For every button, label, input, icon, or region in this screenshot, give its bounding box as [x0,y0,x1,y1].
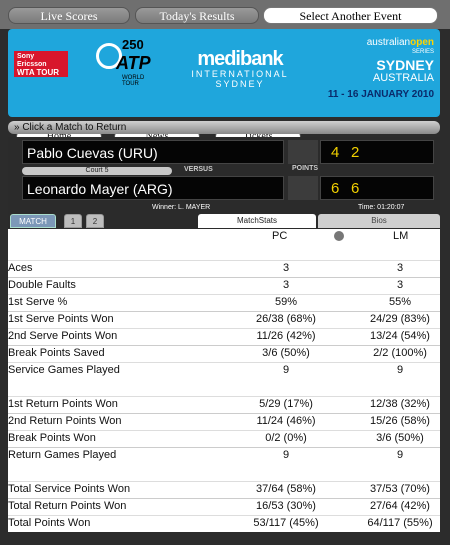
stat-label: Aces [8,262,33,274]
player1-stat-value: 11/26 (42%) [256,330,316,342]
wta-line2: WTA TOUR [17,68,60,77]
australian-open-logo [314,37,434,102]
match-stats-panel [8,229,440,532]
stat-row [8,294,440,308]
player1-stat-value: 11/24 (46%) [256,415,316,427]
player2-set2: 6 [351,180,360,197]
stat-row [8,260,440,274]
player2-set1: 6 [331,180,340,197]
player2-stat-value: 55% [388,296,412,308]
player1-stat-value: 9 [282,364,290,376]
ao-series: SERIES [411,49,434,55]
winner-bar [8,203,440,212]
stat-label: 1st Return Points Won [8,398,118,410]
player1-set1: 4 [331,144,340,161]
stat-label: Total Points Won [8,517,91,529]
stat-row [8,515,440,529]
wta-tour-logo [14,51,68,77]
tournament-banner [8,29,440,117]
atp-250-label: 250 [122,37,144,52]
tab-set-1[interactable]: 1 [64,214,82,228]
stat-row [8,345,440,359]
player2-stat-value: 3 [396,279,404,291]
stat-label: 1st Serve Points Won [8,313,114,325]
sydney-label: SYDNEY [215,79,265,89]
stat-label: Total Return Points Won [8,500,127,512]
event-dates: 11 - 16 JANUARY 2010 [327,89,434,100]
medibank-label: medibank [197,48,283,70]
player1-name: Pablo Cuevas (URU) [22,140,284,164]
score-gap [288,176,318,200]
stat-label: Break Points Won [8,432,96,444]
player1-stat-value: 16/53 (30%) [256,500,316,512]
player1-stat-value: 9 [282,449,290,461]
tab-set-2[interactable]: 2 [86,214,104,228]
stat-label: Return Games Played [8,449,117,461]
tab-bios[interactable]: Bios [318,214,440,228]
ao-city: SYDNEY [376,57,434,73]
player1-stat-value: 5/29 (17%) [259,398,313,410]
player1-stat-value: 26/38 (68%) [256,313,316,325]
player2-stat-value: 13/24 (54%) [370,330,430,342]
section-title: STATISTICS ON RETURN [8,381,139,393]
stat-row [8,413,440,427]
stat-label: Break Points Saved [8,347,105,359]
versus-label: VERSUS [184,166,213,173]
player2-score [320,176,434,200]
player2-stat-value: 24/29 (83%) [370,313,430,325]
player1-score [320,140,434,164]
return-to-match-link[interactable]: » Click a Match to Return [8,121,440,134]
tab-match[interactable]: MATCH [10,214,56,228]
stat-label: Total Service Points Won [8,483,131,495]
player1-column-header: PC [272,230,288,242]
stat-label: 1st Serve % [8,296,68,308]
points-label: POINTS [292,165,319,172]
player2-stat-value: 2/2 (100%) [373,347,427,359]
stat-row [8,498,440,512]
score-gap [288,140,318,164]
international-label: INTERNATIONAL [191,69,289,79]
player1-stat-value: 53/117 (45%) [253,517,319,529]
todays-results-button[interactable]: Today's Results [135,7,259,24]
live-scores-button[interactable]: Live Scores [8,7,130,24]
stat-row [8,481,440,495]
court-badge: Court 5 [22,167,172,175]
top-nav [0,0,450,29]
player2-stat-value: 9 [396,449,404,461]
stat-label: Service Games Played [8,364,120,376]
stat-row [8,430,440,444]
player2-stat-value: 64/117 (55%) [367,517,433,529]
player2-stat-value: 3/6 (50%) [376,432,424,444]
player1-stat-value: 3 [282,279,290,291]
toggle-icon[interactable] [334,231,344,241]
stat-label: Double Faults [8,279,76,291]
stat-row [8,447,440,461]
medibank-logo [190,49,290,89]
atp-logo [96,39,156,87]
scoreboard [8,137,440,203]
stat-row [8,311,440,325]
stat-row [8,396,440,410]
section-title: STATISTICS ON POINTS [8,466,135,478]
stat-row [8,328,440,342]
ao-open: open [410,37,434,48]
section-title: STATISTICS ON SERVICE [8,245,142,257]
tab-row [8,212,440,229]
winner-label: Winner: L. MAYER [152,204,211,211]
ao-country: AUSTRALIA [372,72,434,84]
player2-stat-value: 12/38 (32%) [370,398,430,410]
player1-stat-value: 3/6 (50%) [262,347,310,359]
player1-stat-value: 3 [282,262,290,274]
player2-stat-value: 37/53 (70%) [370,483,430,495]
stats-column-header [8,229,440,243]
atp-label: ATP [116,53,151,73]
player1-set2: 2 [351,144,360,161]
stat-label: 2nd Return Points Won [8,415,122,427]
player2-stat-value: 27/64 (42%) [370,500,430,512]
stat-row [8,277,440,291]
player2-column-header: LM [393,230,409,242]
select-event-button[interactable]: Select Another Event [263,7,438,24]
wta-line1: Sony Ericsson [17,53,47,68]
player2-stat-value: 3 [396,262,404,274]
tab-matchstats[interactable]: MatchStats [198,214,316,228]
stat-row [8,362,440,376]
player2-name: Leonardo Mayer (ARG) [22,176,284,200]
player2-stat-value: 15/26 (58%) [370,415,430,427]
stat-label: 2nd Serve Points Won [8,330,118,342]
match-time: Time: 01:20:07 [358,204,405,211]
player1-stat-value: 37/64 (58%) [256,483,316,495]
ao-australian: australian [366,37,411,48]
player1-stat-value: 59% [274,296,298,308]
player1-stat-value: 0/2 (0%) [265,432,307,444]
atp-world-tour-label: WORLD TOUR [122,75,145,87]
player2-stat-value: 9 [396,364,404,376]
